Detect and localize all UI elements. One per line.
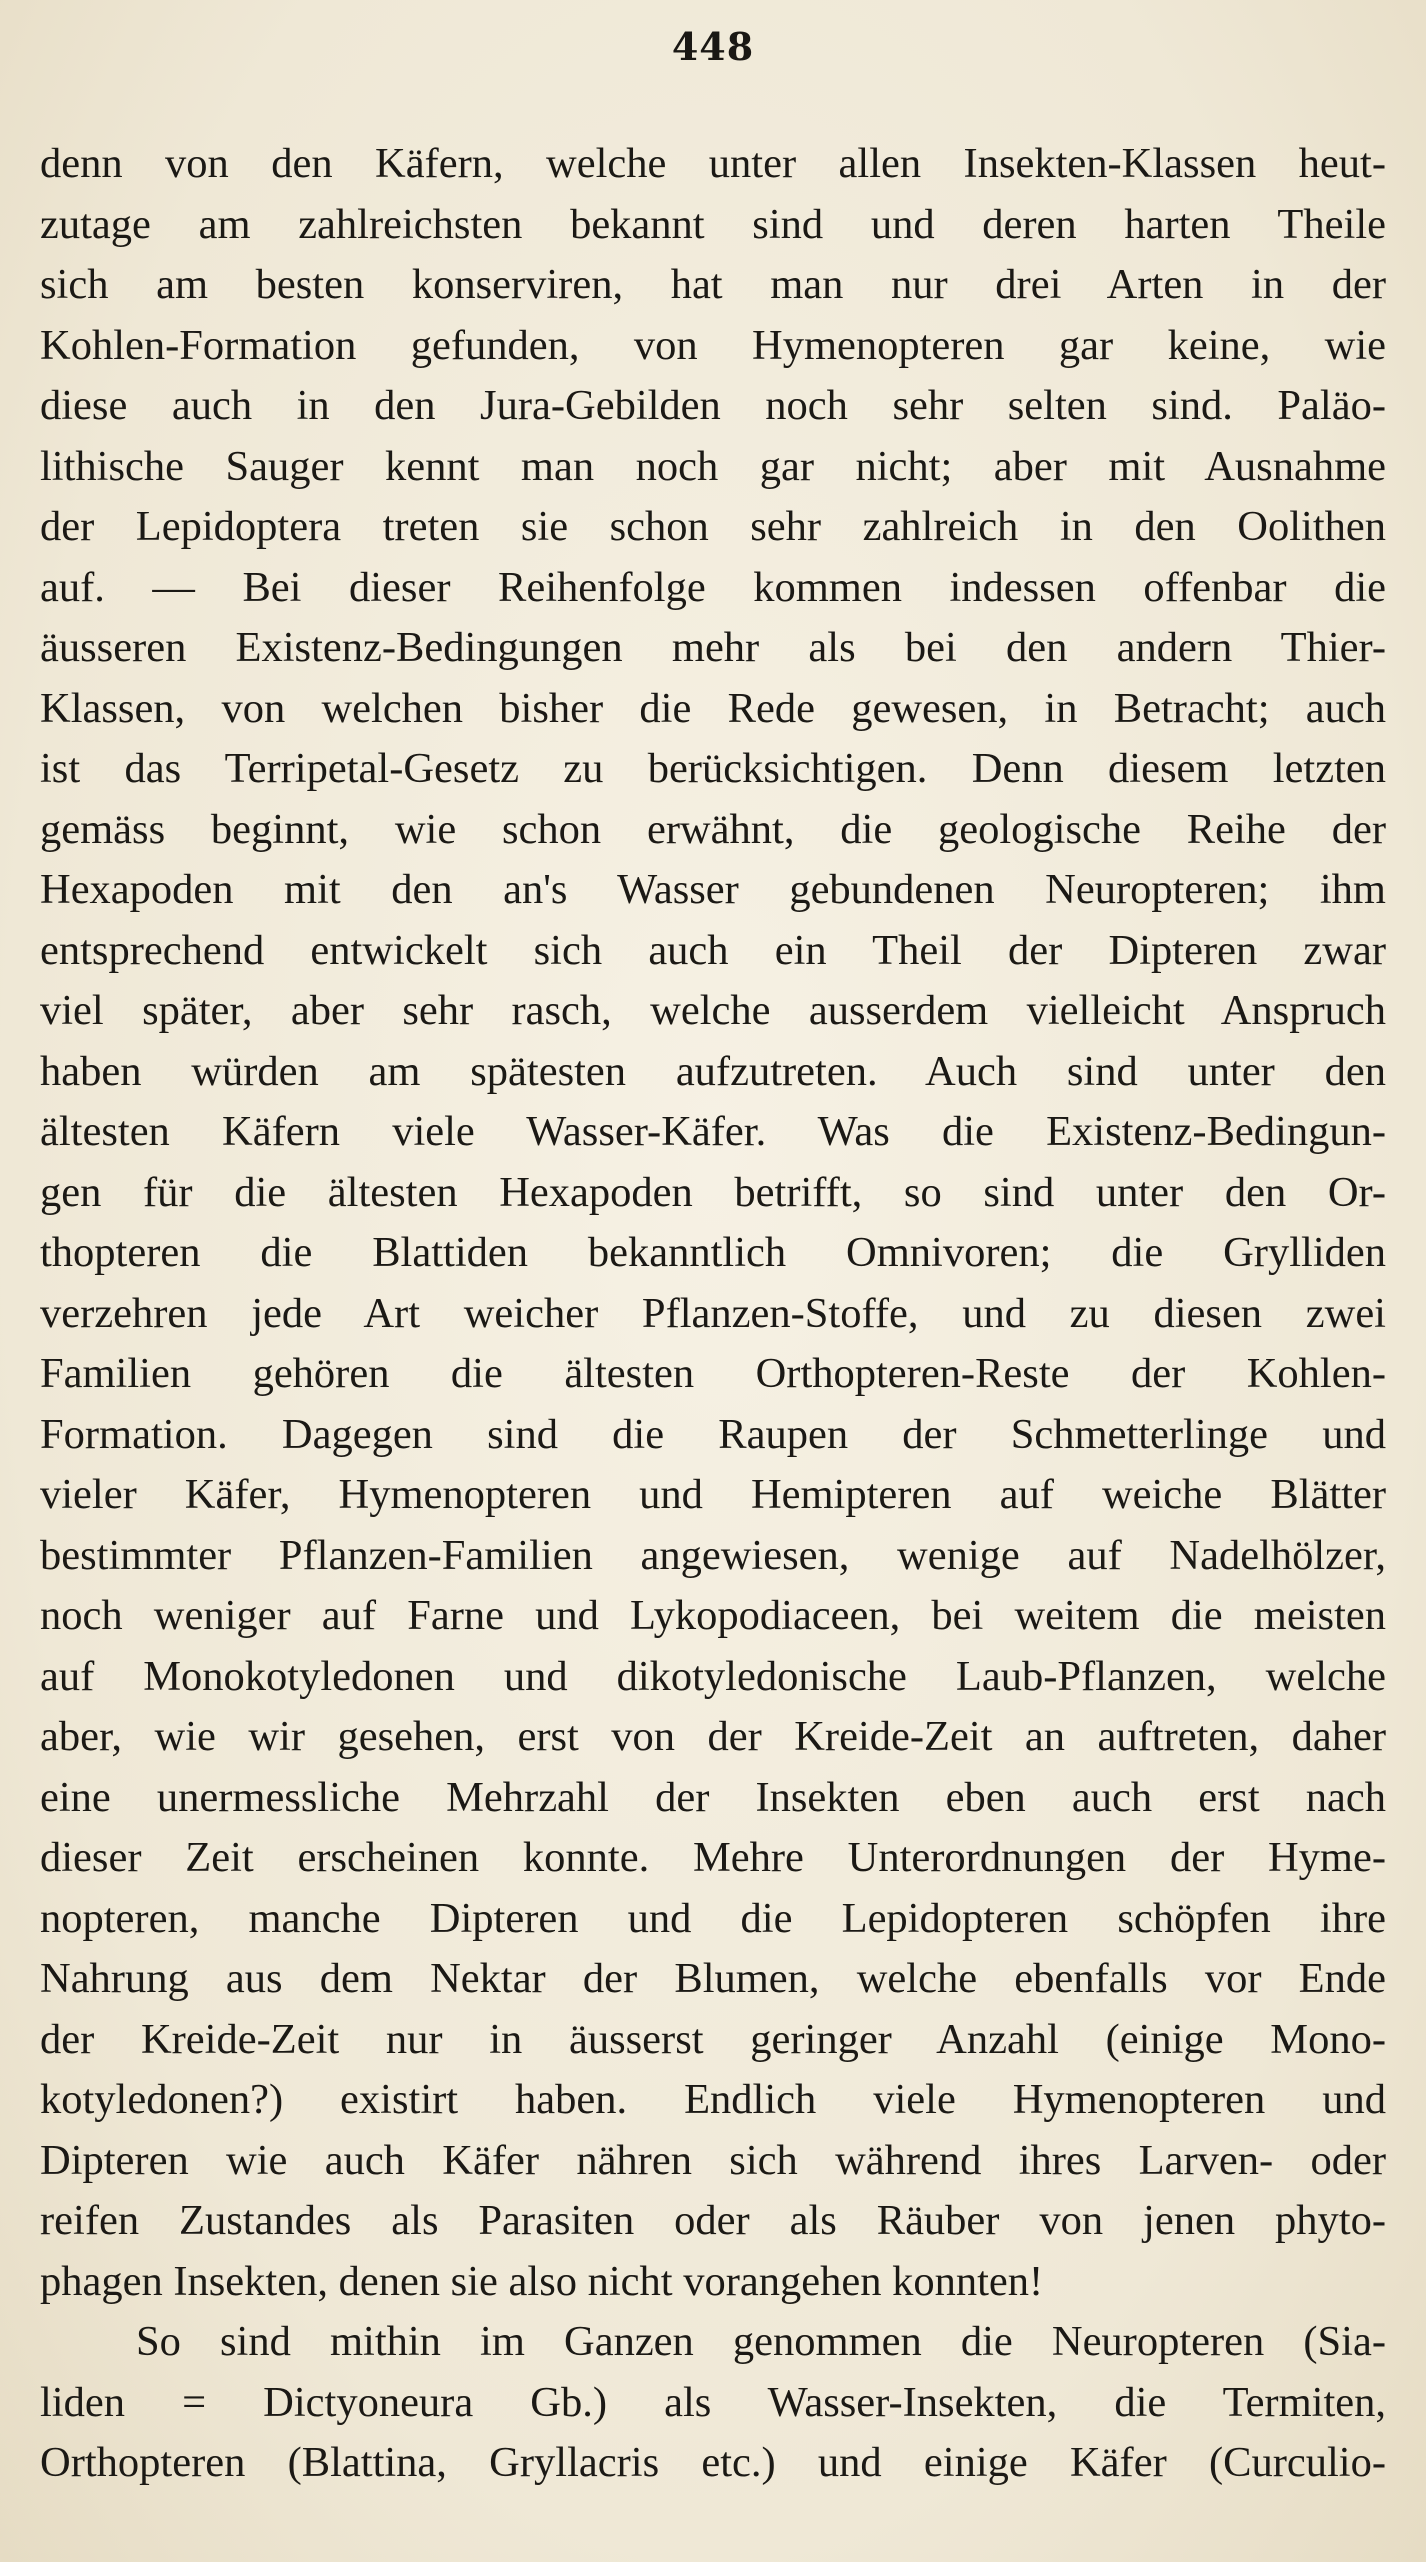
text-line: lithische Sauger kennt man noch gar nicht; aber mit Ausnahme xyxy=(40,442,1386,490)
text-line: viel später, aber sehr rasch, welche ausserdem vielleicht Anspruch xyxy=(40,987,1386,1034)
text-line: noch weniger auf Farne und Lykopodiaceen, bei weitem die meisten xyxy=(40,1592,1386,1639)
text-line: ist das Terripetal-Gesetz zu berücksichtigen. Denn diesem letzten xyxy=(40,745,1386,792)
text-line: gemäss beginnt, wie schon erwähnt, die geologische Reihe der xyxy=(40,805,1386,853)
text-line: reifen Zustandes als Parasiten oder als Räuber von jenen phyto- xyxy=(40,2197,1386,2244)
text-line: Dipteren wie auch Käfer nähren sich während ihres Larven- oder xyxy=(40,2136,1386,2184)
text-line: denn von den Käfern, welche unter allen Insekten-Klassen heut- xyxy=(40,140,1386,187)
text-line: Klassen, von welchen bisher die Rede gewesen, in Betracht; auch xyxy=(40,684,1386,732)
text-line: bestimmter Pflanzen-Familien angewiesen, wenige auf Nadelhölzer, xyxy=(40,1531,1386,1579)
text-line: eine unermessliche Mehrzahl der Insekten eben auch erst nach xyxy=(40,1773,1386,1821)
text-line: verzehren jede Art weicher Pflanzen-Stoffe, und zu diesen zwei xyxy=(40,1289,1386,1337)
paragraph-end-line: phagen Insekten, denen sie also nicht vorangehen konnten! xyxy=(40,2257,1044,2305)
text-line: vieler Käfer, Hymenopteren und Hemipteren auf weiche Blätter xyxy=(40,1471,1386,1518)
text-line: ältesten Käfern viele Wasser-Käfer. Was die Existenz-Bedingun- xyxy=(40,1108,1386,1155)
text-line: dieser Zeit erscheinen konnte. Mehre Unterordnungen der Hyme- xyxy=(40,1834,1386,1881)
text-line: liden = Dictyoneura Gb.) als Wasser-Insekten, die Termiten, xyxy=(40,2378,1386,2426)
text-line: sich am besten konserviren, hat man nur drei Arten in der xyxy=(40,261,1386,308)
body-text xyxy=(40,134,1386,2494)
text-line: Familien gehören die ältesten Orthopteren-Reste der Kohlen- xyxy=(40,1350,1386,1397)
paragraph-start-line: So sind mithin im Ganzen genommen die Neuropteren (Sia- xyxy=(136,2318,1386,2365)
text-line: zutage am zahlreichsten bekannt sind und deren harten Theile xyxy=(40,200,1386,248)
text-line: gen für die ältesten Hexapoden betrifft, so sind unter den Or- xyxy=(40,1168,1386,1216)
text-line: thopteren die Blattiden bekanntlich Omnivoren; die Grylliden xyxy=(40,1229,1386,1276)
text-line: Kohlen-Formation gefunden, von Hymenopteren gar keine, wie xyxy=(40,321,1386,369)
text-line: diese auch in den Jura-Gebilden noch sehr selten sind. Paläo- xyxy=(40,382,1386,429)
text-line: Hexapoden mit den an's Wasser gebundenen Neuropteren; ihm xyxy=(40,866,1386,913)
text-line: der Lepidoptera treten sie schon sehr zahlreich in den Oolithen xyxy=(40,503,1386,550)
page-number: 448 xyxy=(671,24,755,69)
text-line: nopteren, manche Dipteren und die Lepidopteren schöpfen ihre xyxy=(40,1894,1386,1942)
text-line: äusseren Existenz-Bedingungen mehr als bei den andern Thier- xyxy=(40,624,1386,671)
text-line: auf Monokotyledonen und dikotyledonische Laub-Pflanzen, welche xyxy=(40,1652,1386,1700)
text-line: kotyledonen?) existirt haben. Endlich viele Hymenopteren und xyxy=(40,2076,1386,2123)
text-line: Formation. Dagegen sind die Raupen der Schmetterlinge und xyxy=(40,1410,1386,1458)
text-line: Nahrung aus dem Nektar der Blumen, welche ebenfalls vor Ende xyxy=(40,1955,1386,2002)
text-line: aber, wie wir gesehen, erst von der Kreide-Zeit an auftreten, daher xyxy=(40,1713,1386,1760)
text-line: der Kreide-Zeit nur in äusserst geringer Anzahl (einige Mono- xyxy=(40,2015,1386,2063)
text-line: entsprechend entwickelt sich auch ein Theil der Dipteren zwar xyxy=(40,926,1386,974)
text-line: auf. — Bei dieser Reihenfolge kommen indessen offenbar die xyxy=(40,563,1386,611)
text-line: haben würden am spätesten aufzutreten. Auch sind unter den xyxy=(40,1047,1386,1095)
text-line: Orthopteren (Blattina, Gryllacris etc.) und einige Käfer (Curculio- xyxy=(40,2439,1386,2486)
